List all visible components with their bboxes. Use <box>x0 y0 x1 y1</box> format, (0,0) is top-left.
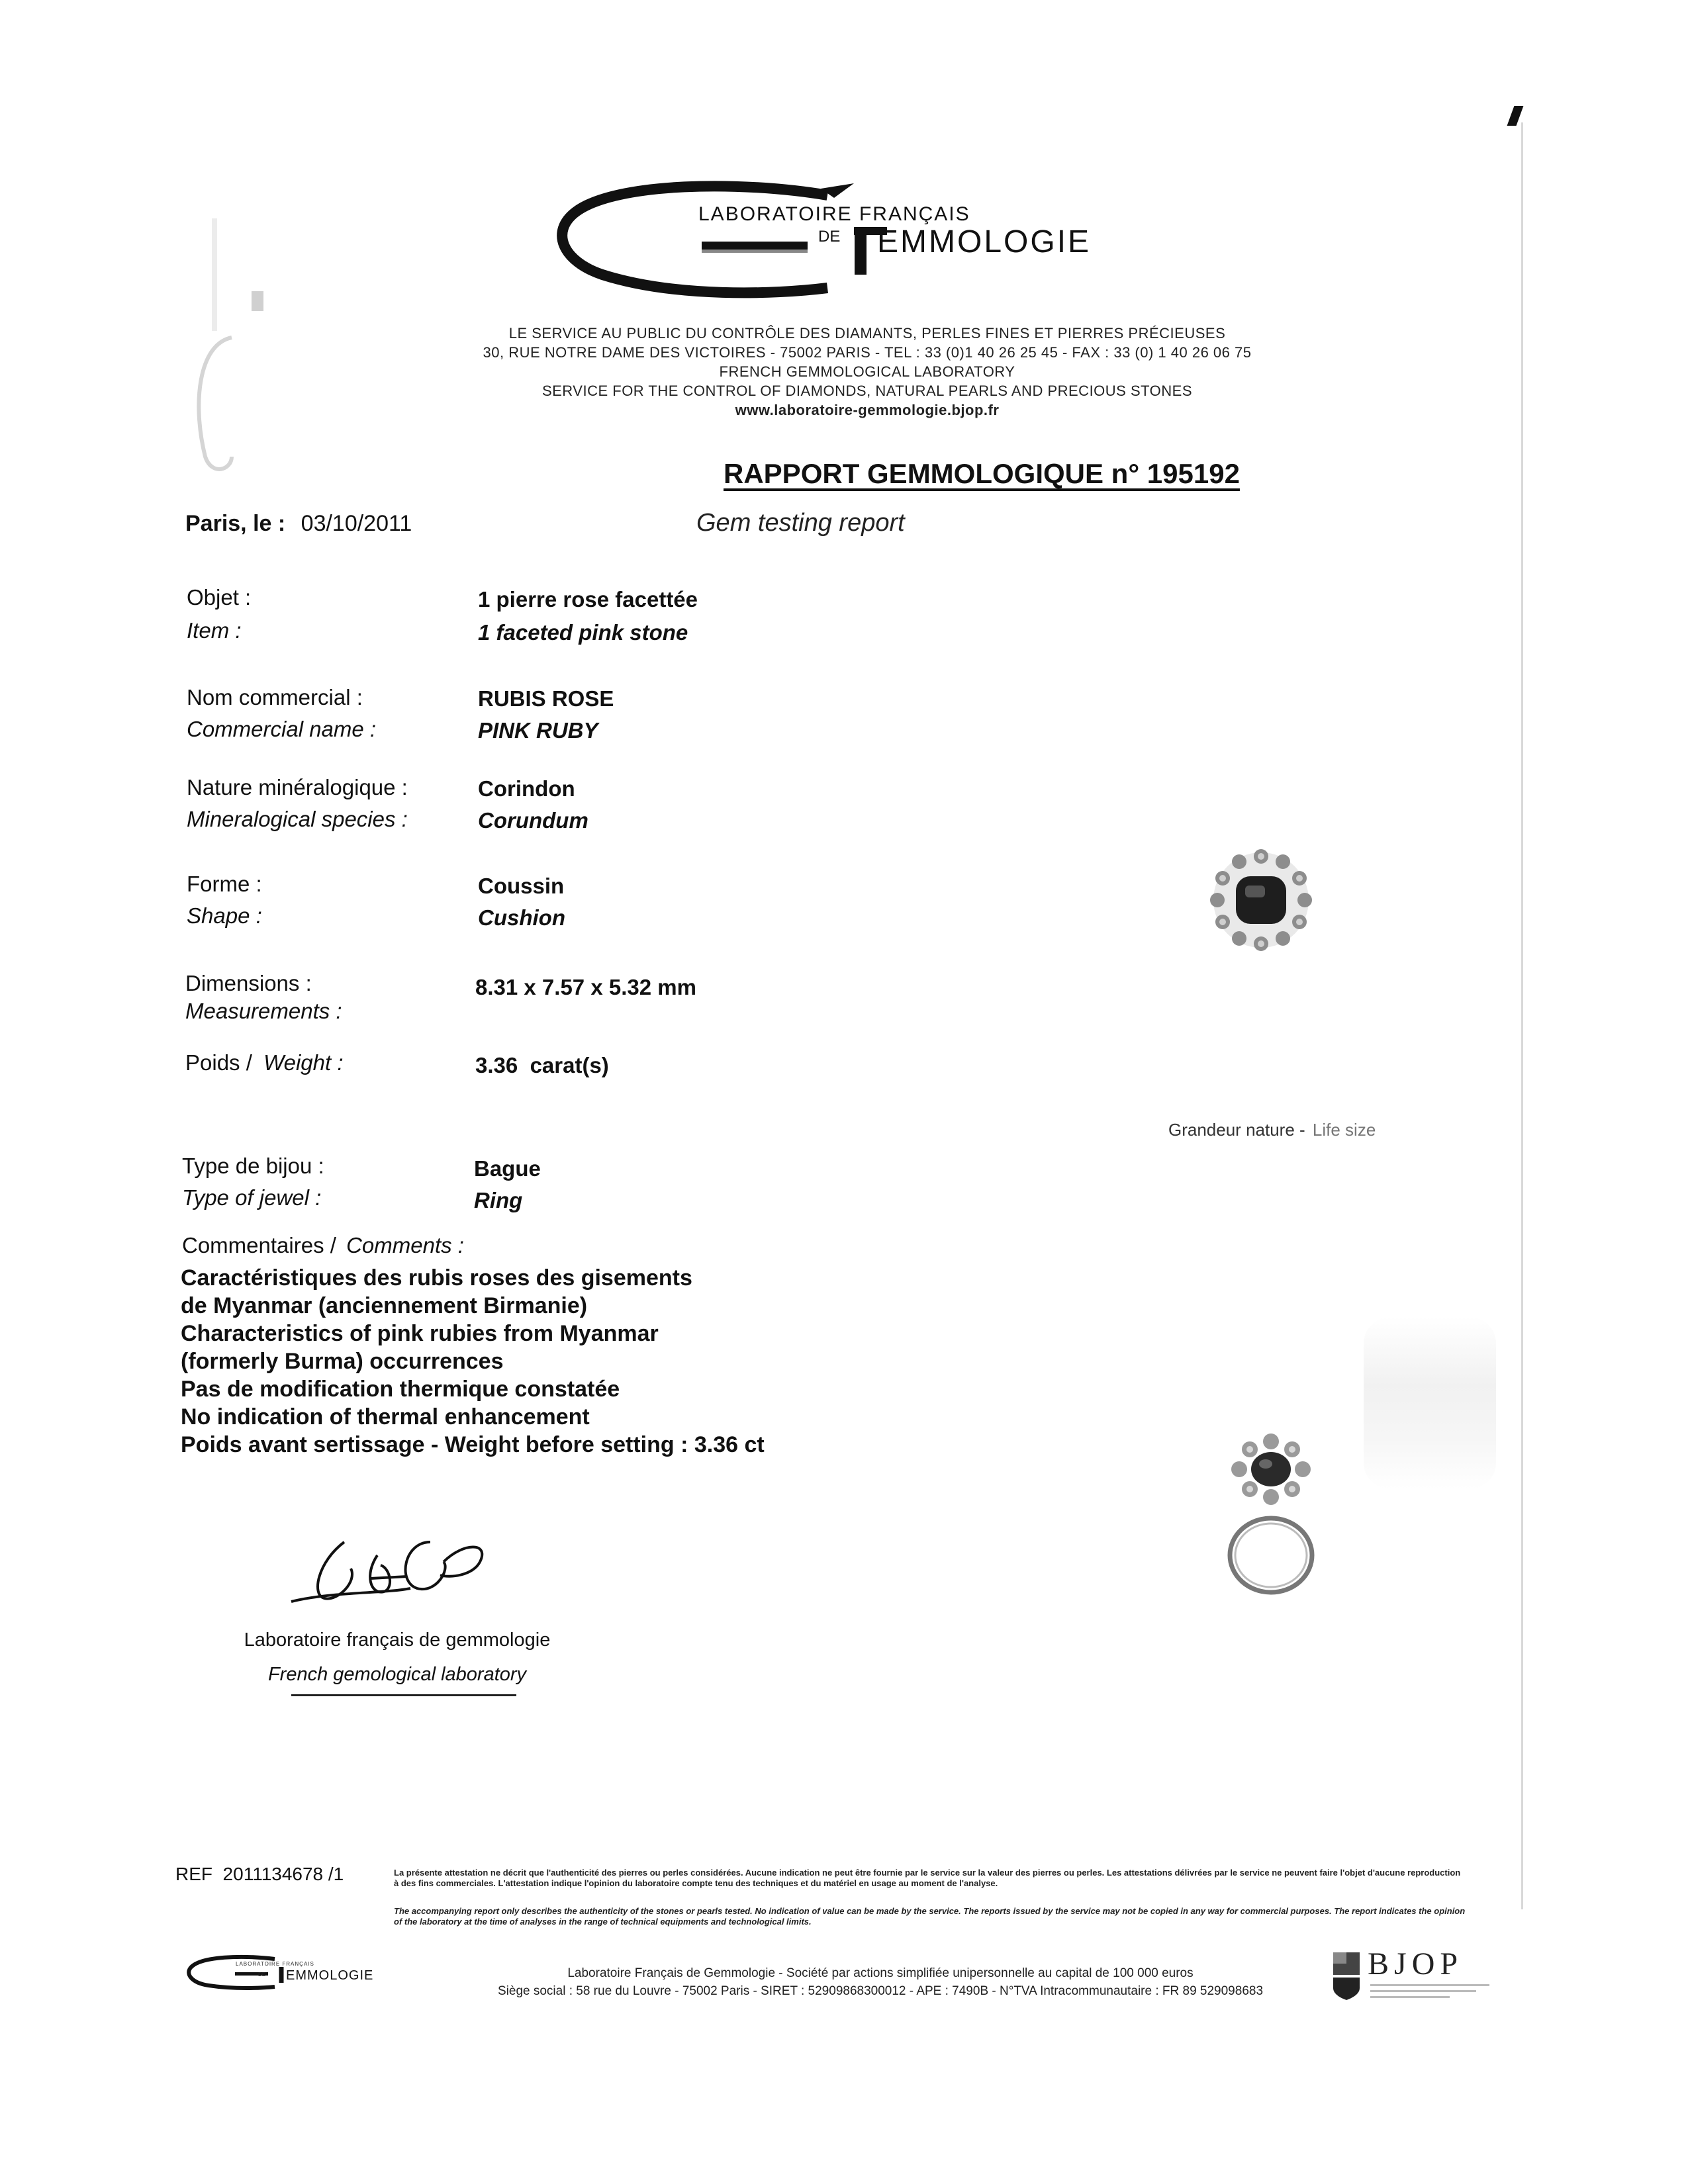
type-label-fr: Type de bijou : <box>182 1154 324 1178</box>
comment-line: Pas de modification thermique constatée <box>181 1377 620 1402</box>
comment-line: (formerly Burma) occurrences <box>181 1349 504 1374</box>
poids-label-en: Weight : <box>263 1050 344 1075</box>
signature <box>278 1516 503 1615</box>
comments-block <box>181 1264 765 1459</box>
nom-value-fr: RUBIS ROSE <box>478 686 614 711</box>
report-subtitle: Gem testing report <box>696 509 905 537</box>
footer-logo-de: DE <box>258 1972 266 1978</box>
nom-label-fr: Nom commercial : <box>187 685 363 709</box>
photo-caption-fr: Grandeur nature - <box>1168 1120 1305 1140</box>
comment-line: Characteristics of pink rubies from Myanmar <box>181 1321 659 1346</box>
footer-logo-line1: LABORATOIRE FRANÇAIS <box>236 1961 314 1967</box>
bjop-shield-icon <box>1329 1950 1369 2003</box>
type-label-en: Type of jewel : <box>182 1185 322 1210</box>
page-edge-line <box>1521 122 1523 1909</box>
footer-disclaimer-fr: La présente attestation ne décrit que l'authenticité des pierres ou perles considérées. Aucune indication ne peut être fournie par le service sur la valeur des pierres ou perles. Les attestations délivrées par le service ne peuvent faire l'objet d'aucune reproduction à des fins commerciales. L'attestation indique l'opinion du laboratoire compte tenu des techniques et du matériel en usage au moment de l'analyse. <box>394 1868 1461 1888</box>
objet-value-fr: 1 pierre rose facettée <box>478 587 698 612</box>
comment-line: Poids avant sertissage - Weight before setting : 3.36 ct <box>181 1432 765 1457</box>
forme-value-en: Cushion <box>478 905 565 930</box>
comment-line: Caractéristiques des rubis roses des gisements <box>181 1265 692 1291</box>
nature-value-fr: Corindon <box>478 776 575 801</box>
comment-line: No indication of thermal enhancement <box>181 1404 590 1430</box>
poids-label-fr: Poids / <box>185 1050 252 1075</box>
header-name-en: FRENCH GEMMOLOGICAL LABORATORY <box>719 363 1015 380</box>
signature-underline <box>291 1694 516 1696</box>
stone-photo <box>1208 847 1314 953</box>
header-website: www.laboratoire-gemmologie.bjop.fr <box>735 402 1000 418</box>
date-label: Paris, le : <box>185 511 286 536</box>
bjop-logo <box>1329 1946 1501 2019</box>
objet-label-en: Item : <box>187 618 242 643</box>
logo-line2: EMMOLOGIE <box>877 224 1092 259</box>
signature-name-en: French gemological laboratory <box>267 1664 527 1685</box>
bjop-subtext-lines <box>1370 1984 1489 1998</box>
date-value: 03/10/2011 <box>301 511 412 536</box>
nom-value-en: PINK RUBY <box>478 718 598 743</box>
photo-caption-en: Life size <box>1312 1120 1376 1140</box>
comment-line: de Myanmar (anciennement Birmanie) <box>181 1293 588 1318</box>
footer-logo-line2: EMMOLOGIE <box>286 1968 374 1983</box>
forme-value-fr: Coussin <box>478 874 565 898</box>
dimensions-label-en: Measurements : <box>185 999 342 1023</box>
comments-label <box>182 1232 464 1259</box>
dimensions-label-fr: Dimensions : <box>185 971 312 995</box>
watermark-emblem <box>185 205 265 483</box>
footer-company: Laboratoire Français de Gemmologie - Société par actions simplifiée unipersonnelle au capital de 100 000 euros <box>567 1966 1194 1980</box>
nature-label-en: Mineralogical species : <box>187 807 408 831</box>
type-value-fr: Bague <box>474 1156 541 1181</box>
objet-value-en: 1 faceted pink stone <box>478 620 688 645</box>
forme-label-en: Shape : <box>187 903 262 928</box>
header-service-fr: LE SERVICE AU PUBLIC DU CONTRÔLE DES DIAMANTS, PERLES FINES ET PIERRES PRÉCIEUSES <box>508 325 1226 341</box>
nom-label-en: Commercial name : <box>187 717 377 741</box>
footer-siege: Siège social : 58 rue du Louvre - 75002 Paris - SIRET : 52909868300012 - APE : 7490B - N°TVA Intracommunautaire : FR 89 529098683 <box>497 1984 1264 1998</box>
type-value-en: Ring <box>474 1188 523 1212</box>
nature-label-fr: Nature minéralogique : <box>187 775 408 799</box>
forme-label-fr: Forme : <box>187 872 262 896</box>
date-row <box>185 511 412 537</box>
comments-label-fr: Commentaires / <box>182 1233 336 1257</box>
poids-value: 3.36 carat(s) <box>475 1053 609 1077</box>
signature-mark-icon <box>278 1516 503 1615</box>
nature-value-en: Corundum <box>478 808 588 833</box>
ring-photo <box>1218 1423 1364 1602</box>
header-service-en: SERVICE FOR THE CONTROL OF DIAMONDS, NATURAL PEARLS AND PRECIOUS STONES <box>541 383 1193 399</box>
scan-smudge <box>1364 1317 1496 1489</box>
photo-caption <box>1168 1120 1376 1140</box>
header-address: 30, RUE NOTRE DAME DES VICTOIRES - 75002 PARIS - TEL : 33 (0)1 40 26 25 45 - FAX : 33 (0) 1 40 26 06 75 <box>483 344 1252 361</box>
poids-label <box>185 1050 344 1076</box>
objet-label-fr: Objet : <box>187 585 252 610</box>
signature-name-fr: Laboratoire français de gemmologie <box>244 1629 551 1651</box>
dimensions-value: 8.31 x 7.57 x 5.32 mm <box>475 975 696 999</box>
footer-disclaimer-en: The accompanying report only describes the authenticity of the stones or pearls tested. No indication of value can be made by the service. The reports issued by the service may not be copied in any way for commercial purposes. The report indicates the opinion of the laboratory at the time of analyses in the range of technical equipments and technological limits. <box>394 1906 1466 1927</box>
report-title: RAPPORT GEMMOLOGIQUE n° 195192 <box>724 458 1240 489</box>
logo-line1: LABORATOIRE FRANÇAIS <box>698 203 970 225</box>
footer-ref: REF 2011134678 /1 <box>175 1864 344 1884</box>
logo-de: DE <box>818 228 841 246</box>
bjop-text: BJOP <box>1368 1946 1464 1981</box>
comments-label-en: Comments : <box>346 1233 464 1257</box>
